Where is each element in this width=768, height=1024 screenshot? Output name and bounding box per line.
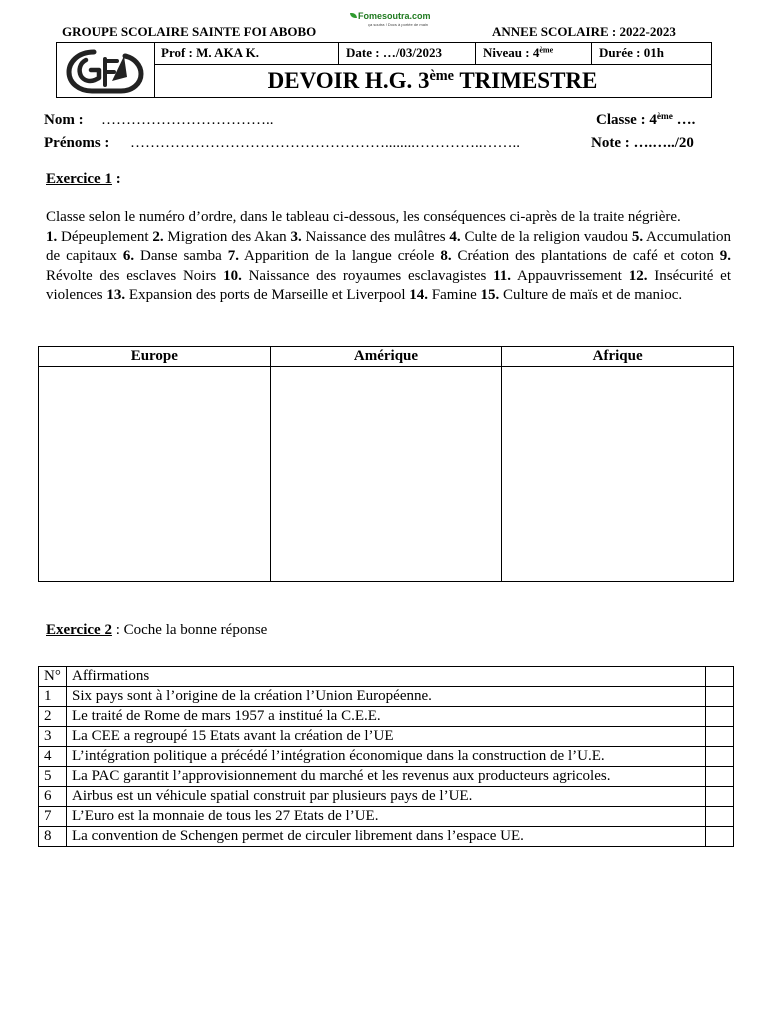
- table-row: [39, 727, 734, 747]
- leaf-icon: [350, 13, 357, 18]
- classe-sup: ème: [656, 111, 673, 122]
- exercise1-title: [46, 171, 121, 188]
- exercise2-label: Exercice 2: [46, 622, 112, 638]
- prenoms-label: Prénoms :: [44, 135, 110, 151]
- answer-checkbox-cell[interactable]: [706, 787, 734, 807]
- item-text: Apparition de la langue créole: [238, 248, 441, 264]
- item-text: Culte de la religion vaudou: [460, 228, 632, 245]
- duration-cell: Durée : 01h: [599, 45, 664, 60]
- logo-tagline: ça soutra ! Docs à portée de main: [368, 22, 429, 27]
- item-text: Migration des Akan: [163, 228, 291, 245]
- affirmation-text: Le traité de Rome de mars 1957 a institué la C.E.E.: [67, 707, 706, 727]
- header-affirmations: Affirmations: [67, 667, 706, 687]
- answer-checkbox-cell[interactable]: [706, 727, 734, 747]
- exercise1-instruction: Classe selon le numéro d’ordre, dans le tableau ci-dessous, les conséquences ci-après de la traite négrière.: [46, 209, 681, 225]
- item-text: Expansion des ports de Marseille et Liverpool: [125, 287, 410, 303]
- answer-checkbox-cell[interactable]: [706, 707, 734, 727]
- table-row: [39, 707, 734, 727]
- item-number: 13.: [106, 287, 126, 303]
- classe-text: Classe : 4: [596, 112, 657, 128]
- item-text: Accumulation de capitaux: [46, 228, 732, 264]
- item-text: Famine: [428, 287, 481, 303]
- nom-label: Nom :: [44, 112, 84, 128]
- column-europe: Europe: [39, 347, 271, 367]
- table-row: [39, 807, 734, 827]
- fomesoutra-logo: [350, 11, 431, 31]
- item-number: 1.: [46, 228, 58, 245]
- info-row: [154, 43, 711, 65]
- affirmation-text: La PAC garantit l’approvisionnement du marché et les revenus aux producteurs agricoles.: [67, 767, 706, 787]
- table-row: [39, 687, 734, 707]
- exercise1-label: Exercice 1: [46, 171, 112, 187]
- item-number: 9.: [719, 248, 732, 264]
- answer-checkbox-cell[interactable]: [706, 767, 734, 787]
- row-number: 5: [39, 767, 67, 787]
- table-row: [39, 767, 734, 787]
- answer-checkbox-cell[interactable]: [706, 687, 734, 707]
- item-text: Danse samba: [134, 248, 228, 264]
- table-row: [39, 787, 734, 807]
- item-number: 12.: [628, 267, 648, 284]
- row-number: 4: [39, 747, 67, 767]
- affirmation-text: Six pays sont à l’origine de la création l’Union Européenne.: [67, 687, 706, 707]
- classe-field[interactable]: [596, 112, 695, 129]
- affirmations-body: [39, 687, 734, 847]
- consequences-list: [46, 228, 731, 306]
- affirmation-text: La convention de Schengen permet de circuler librement dans l’espace UE.: [67, 827, 706, 847]
- row-number: 2: [39, 707, 67, 727]
- item-number: 10.: [223, 267, 242, 284]
- level-text: Niveau : 4: [483, 45, 540, 60]
- school-logo-cell: [57, 43, 155, 97]
- row-number: 8: [39, 827, 67, 847]
- item-text: Révolte des esclaves Noirs: [46, 267, 224, 284]
- item-number: 2.: [152, 228, 164, 245]
- item-text: Dépeuplement: [57, 228, 153, 245]
- title-suffix: TRIMESTRE: [454, 68, 598, 93]
- cell-amerique[interactable]: [270, 367, 502, 582]
- affirmation-text: L’intégration politique a précédé l’intégration économique dans la construction de l’U.E.: [67, 747, 706, 767]
- exercise1-label-suffix: :: [111, 171, 121, 187]
- item-number: 15.: [480, 287, 500, 303]
- row-number: 3: [39, 727, 67, 747]
- affirmation-text: Airbus est un véhicule spatial construit par plusieurs pays de l’UE.: [67, 787, 706, 807]
- item-text: Création des plantations de café et coton: [451, 248, 720, 264]
- exercise2-title: [46, 622, 267, 639]
- classification-table: [38, 346, 734, 582]
- cell-europe[interactable]: [39, 367, 271, 582]
- item-number: 7.: [227, 248, 239, 264]
- table-row: [39, 827, 734, 847]
- cell-afrique[interactable]: [502, 367, 734, 582]
- title-sup: ème: [429, 68, 454, 85]
- header-num: N°: [39, 667, 67, 687]
- school-emblem-icon: [57, 43, 154, 97]
- item-text: Appauvrissement: [511, 267, 629, 284]
- item-number: 5.: [631, 228, 644, 245]
- title-prefix: DEVOIR H.G. 3: [267, 68, 430, 93]
- row-number: 6: [39, 787, 67, 807]
- affirmations-table: [38, 666, 734, 847]
- nom-field[interactable]: ……………………………..: [101, 112, 274, 128]
- row-number: 1: [39, 687, 67, 707]
- header-box: [56, 42, 712, 98]
- table-row: [39, 747, 734, 767]
- item-number: 6.: [122, 248, 135, 264]
- level-cell: [476, 43, 592, 64]
- item-text: Naissance des royaumes esclavagistes: [241, 267, 494, 284]
- school-name: GROUPE SCOLAIRE SAINTE FOI ABOBO: [62, 24, 317, 39]
- level-sup: ème: [539, 45, 554, 55]
- classe-dots: ….: [672, 112, 696, 128]
- prenoms-field[interactable]: ……………………………………………........…………..……..: [130, 135, 520, 151]
- school-year: ANNEE SCOLAIRE : 2022-2023: [492, 24, 676, 39]
- item-number: 4.: [449, 228, 461, 245]
- logo-name: Fomesoutra.com: [358, 11, 431, 21]
- header-check: [706, 667, 734, 687]
- answer-checkbox-cell[interactable]: [706, 807, 734, 827]
- affirmation-text: La CEE a regroupé 15 Etats avant la création de l’UE: [67, 727, 706, 747]
- item-text: Insécurité et violences: [46, 267, 732, 303]
- item-number: 3.: [290, 228, 302, 245]
- item-text: Naissance des mulâtres: [301, 228, 450, 245]
- row-number: 7: [39, 807, 67, 827]
- item-number: 14.: [409, 287, 429, 303]
- exercise2-instruction: : Coche la bonne réponse: [111, 622, 268, 638]
- note-field[interactable]: Note : ….…../20: [591, 135, 694, 151]
- teacher-cell: Prof : M. AKA K.: [154, 43, 339, 64]
- column-afrique: Afrique: [502, 347, 734, 367]
- item-number: 8.: [440, 248, 452, 264]
- affirmation-text: L’Euro est la monnaie de tous les 27 Etats de l’UE.: [67, 807, 706, 827]
- item-text: Culture de maïs et de manioc.: [499, 287, 683, 303]
- exercise1-body: [46, 208, 731, 306]
- column-amerique: Amérique: [270, 347, 502, 367]
- item-number: 11.: [493, 267, 512, 284]
- answer-checkbox-cell[interactable]: [706, 747, 734, 767]
- date-cell: Date : …/03/2023: [339, 43, 476, 64]
- answer-checkbox-cell[interactable]: [706, 827, 734, 847]
- exam-title: [154, 65, 711, 97]
